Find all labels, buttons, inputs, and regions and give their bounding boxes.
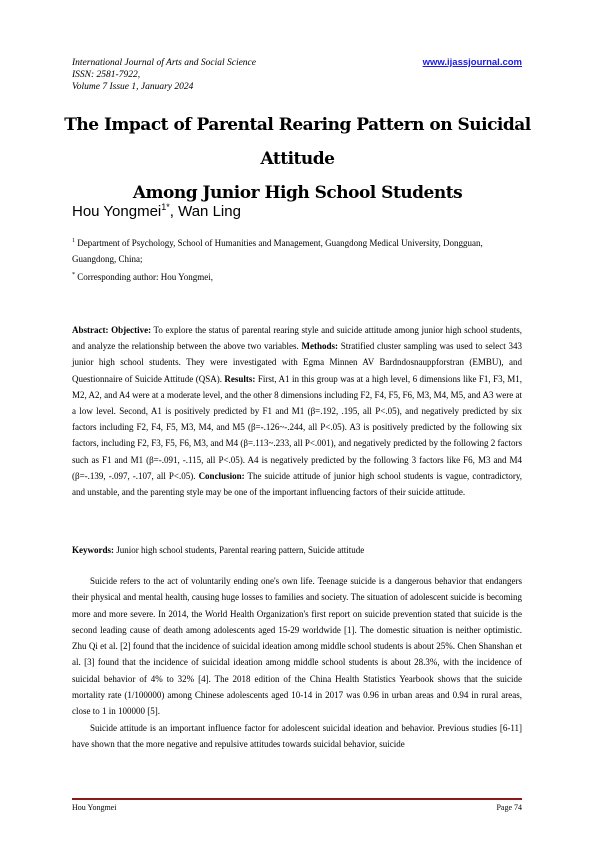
affiliation-marker: 1 [72,238,75,244]
corresponding-text: Corresponding author: Hou Yongmei, [77,272,213,282]
journal-issn: ISSN: 2581-7922, [72,70,141,80]
journal-name: International Journal of Arts and Social Science [72,58,256,68]
journal-website-link[interactable]: www.ijassjournal.com [422,57,522,68]
keywords-text: Junior high school students, Parental rearing pattern, Suicide attitude [116,545,365,555]
author-1-marker: 1* [161,202,170,212]
title-line-1: The Impact of Parental Rearing Pattern on Suicidal Attitude [64,115,531,169]
abstract-label: Abstract: [72,325,109,335]
paper-title [60,108,535,210]
body-text [72,573,522,752]
corresponding-marker: * [72,272,75,278]
affiliation-text: Department of Psychology, School of Humanities and Management, Guangdong Medical University, Dongguan, Guangdong, China; [72,238,483,264]
journal-volume: Volume 7 Issue 1, January 2024 [72,82,194,92]
page-number: Page 74 [496,803,522,812]
conclusion-text: The suicide attitude of junior high school students is vague, contradictory, and unstable, and the parenting style may be one of the important influencing factors of their suicide attitude. [72,470,523,498]
author-list [72,202,241,220]
methods-text: Stratified cluster sampling was used to select 343 junior high school students. They were investigated with Egma Minnen AV Bardndosnauppforstran (EMBU), and Questionnaire of Suicide Attitude (QSA). [72,341,523,384]
paragraph-2: Suicide attitude is an important influence factor for adolescent suicidal ideation and behavior. Previous studies [6-11] have shown that the more negative and repulsive attitudes towards suicidal behavior, suicide [72,722,522,749]
objective-text: To explore the status of parental rearing style and suicide attitude among junior high school students, and analyze the relationship between the above two variables. [72,325,522,352]
footer-author: Hou Yongmei [72,803,117,812]
paragraph-1: Suicide refers to the act of voluntarily ending one's own life. Teenage suicide is a dangerous behavior that endangers their physical and mental health, causing huge losses to families and society. The situation of adolescent suicide is becoming more and more severe. In 2014, the World Health Organization's first report on suicide prevention stated that suicide is the second leading cause of death among adolescents aged 15-29 worldwide [1]. The domestic situation is neither optimistic. Zhu Qi et al. [2] found that the incidence of suicidal ideation among middle school students is about 25%. Chen Shanshan et al. [3] found that the incidence of suicidal ideation among middle school students is about 28.3%, with the incidence of suicidal behavior of 4% to 32% [4]. The 2018 edition of the China Health Statistics Yearbook shows that the suicide mortality rate (1/100000) among Chinese adolescents aged 10-14 in 2017 was 0.96 in urban areas and 0.94 in rural areas, close to 1 in 100000 [5]. [72,576,522,717]
affiliation-1 [72,233,523,267]
author-2: Wan Ling [178,203,241,220]
results-text: First, A1 in this group was at a high level, 6 dimensions like F1, F3, M1, M2, A2, and A4 were at a moderate level, and the other 8 dimensions including F2, F4, F5, F6, M3, M4, M5, and A3 were at a low level. Second, A1 is positively predicted by F1 and M1 (β=.192, .195, all P<.05), and negatively predicted by six factors including F2, F4, F5, M3, M4, and M5 (β=-.126~-.244, all P<.05). A3 is positively predicted by the following six factors, including F2, F3, F5, F6, M3, and M4 (β=.113~.233, all P<.001), and negatively predicted by the following 2 factors such as F1 and M1 (β=-.091, -.115, all P<.05). A4 is negatively predicted by the following 3 factors like F6, M3 and M4 (β=-.139, -.097, -.107, all P<.05). [72,373,523,481]
abstract [72,322,522,500]
journal-header [72,57,256,93]
conclusion-label: Conclusion: [198,470,245,481]
footer-divider [72,798,522,800]
title-line-2: Among Junior High School Students [132,183,463,203]
results-label: Results: [224,373,256,384]
keywords-label: Keywords: [72,545,114,555]
objective-label: Objective: [111,325,152,335]
author-1: Hou Yongmei [72,203,162,220]
corresponding-author [72,267,523,285]
keywords [72,545,522,555]
methods-label: Methods: [301,341,338,352]
affiliations [72,233,523,285]
author-separator: , [169,203,174,220]
